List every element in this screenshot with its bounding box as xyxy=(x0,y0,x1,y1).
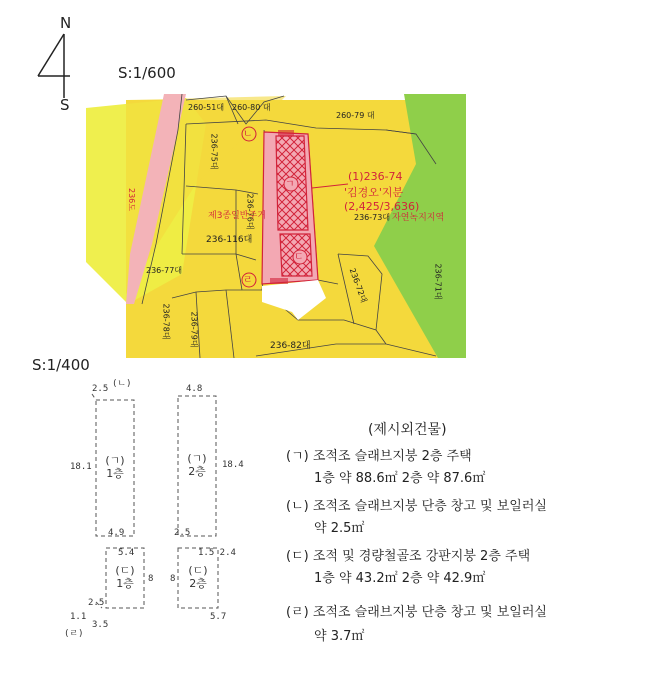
parcel-236-78: 236-78대 xyxy=(161,303,171,340)
note-c-line2: 1층 약 43.2㎡ 2층 약 42.9㎡ xyxy=(314,571,486,586)
parcel-236-82: 236-82대 xyxy=(270,341,311,351)
dim-c1-small: 1.1 xyxy=(70,612,87,622)
zone-green-label: 자연녹지지역 xyxy=(392,213,445,223)
note-a-line2: 1층 약 88.6㎡ 2층 약 87.6㎡ xyxy=(314,471,486,486)
label-a2 xyxy=(178,452,216,478)
note-a-line1: (ㄱ) 조적조 슬래브지붕 2층 주택 xyxy=(286,449,472,464)
label-c2-floor: 2층 xyxy=(189,577,207,590)
label-c1 xyxy=(106,564,144,590)
note-c-line1: (ㄷ) 조적 및 경량철골조 강판지붕 2층 주택 xyxy=(286,549,531,564)
dim-a2-top: 4.8 xyxy=(186,384,203,394)
note-b-line1: (ㄴ) 조적조 슬래브지붕 단층 창고 및 보일러실 xyxy=(286,499,547,514)
parcel-236-72: 236-72대 xyxy=(347,267,369,304)
label-a1 xyxy=(96,454,134,480)
dim-c1-side: 2.5 xyxy=(88,598,105,608)
dim-c1-bottom: 3.5 xyxy=(92,620,109,630)
label-a2-mark: (ㄱ) xyxy=(187,452,207,465)
notes-title: (제시외건물) xyxy=(368,422,447,438)
parcel-side-road: 236도 xyxy=(127,188,136,211)
parcel-236-75: 236-75대 xyxy=(209,133,219,170)
note-d-line1: (ㄹ) 조적조 슬래브지붕 단층 창고 및 보일러실 xyxy=(286,605,547,620)
parcel-260-79: 260-79 대 xyxy=(336,111,375,120)
zone-residential-label: 제3종일반주거 xyxy=(208,211,266,221)
marker-c-text: ㄷ xyxy=(294,252,304,263)
dim-a1-left: 18.1 xyxy=(70,462,92,472)
floorplan-sketch xyxy=(60,372,260,642)
dim-c2-top: 1.5 2.4 xyxy=(198,548,236,558)
label-c1-mark: (ㄷ) xyxy=(115,564,135,577)
dim-c2-left: 8 xyxy=(170,574,176,584)
parcel-236-77: 236-77대 xyxy=(146,266,183,275)
parcel-236-116: 236-116대 xyxy=(206,235,253,245)
map-scale-label: S:1/600 xyxy=(118,64,176,82)
label-a1-mark: (ㄱ) xyxy=(105,454,125,467)
callout-ownership-share: '김경오'지분(2,425/3,636) xyxy=(344,186,420,213)
dim-a2-right: 18.4 xyxy=(222,460,244,470)
floorplan-scale-label: S:1/400 xyxy=(32,356,90,374)
dim-c1-marker: (ㄹ) xyxy=(64,629,84,639)
label-a2-floor: 2층 xyxy=(188,465,206,478)
label-c1-floor: 1층 xyxy=(116,577,134,590)
note-b-line2: 약 2.5㎡ xyxy=(314,521,365,536)
building-b-footprint xyxy=(278,130,294,136)
dim-c1-right: 8 xyxy=(148,574,154,584)
north-arrow-icon xyxy=(34,32,74,100)
dim-a1-marker: (ㄴ) xyxy=(112,379,132,389)
marker-a-text: ㄱ xyxy=(285,179,295,190)
dim-a1-bottom: 4.9 xyxy=(108,528,125,538)
dim-a2-bottom-left: 2.5 xyxy=(174,528,191,538)
parcel-236-76: 236-76대 xyxy=(245,193,255,230)
label-a1-floor: 1층 xyxy=(106,467,124,480)
parcel-260-80: 260-80 대 xyxy=(232,103,271,112)
note-d-line2: 약 3.7㎡ xyxy=(314,629,365,644)
parcel-236-71: 236-71대 xyxy=(433,263,443,300)
marker-b-text: ㄴ xyxy=(243,129,253,140)
dim-a1-top: 2.5 xyxy=(92,384,109,394)
cadastral-map-svg xyxy=(86,94,466,358)
parcel-260-51: 260-51대 xyxy=(188,103,225,112)
label-c2-mark: (ㄷ) xyxy=(188,564,208,577)
parcel-236-79: 236-79대 xyxy=(189,311,199,348)
compass-north-label: N xyxy=(60,14,72,32)
dim-c2-bottom: 5.7 xyxy=(210,612,227,622)
dim-c1-top: 5.4 xyxy=(118,548,135,558)
callout-parcel-number: (1)236-74 xyxy=(348,170,403,183)
cadastral-map xyxy=(86,94,466,358)
label-c2 xyxy=(178,564,218,590)
marker-d-text: ㄹ xyxy=(243,275,253,286)
building-d-footprint xyxy=(270,278,288,284)
parcel-236-73: 236-73대 xyxy=(354,213,391,222)
compass-south-label: S xyxy=(60,96,70,114)
